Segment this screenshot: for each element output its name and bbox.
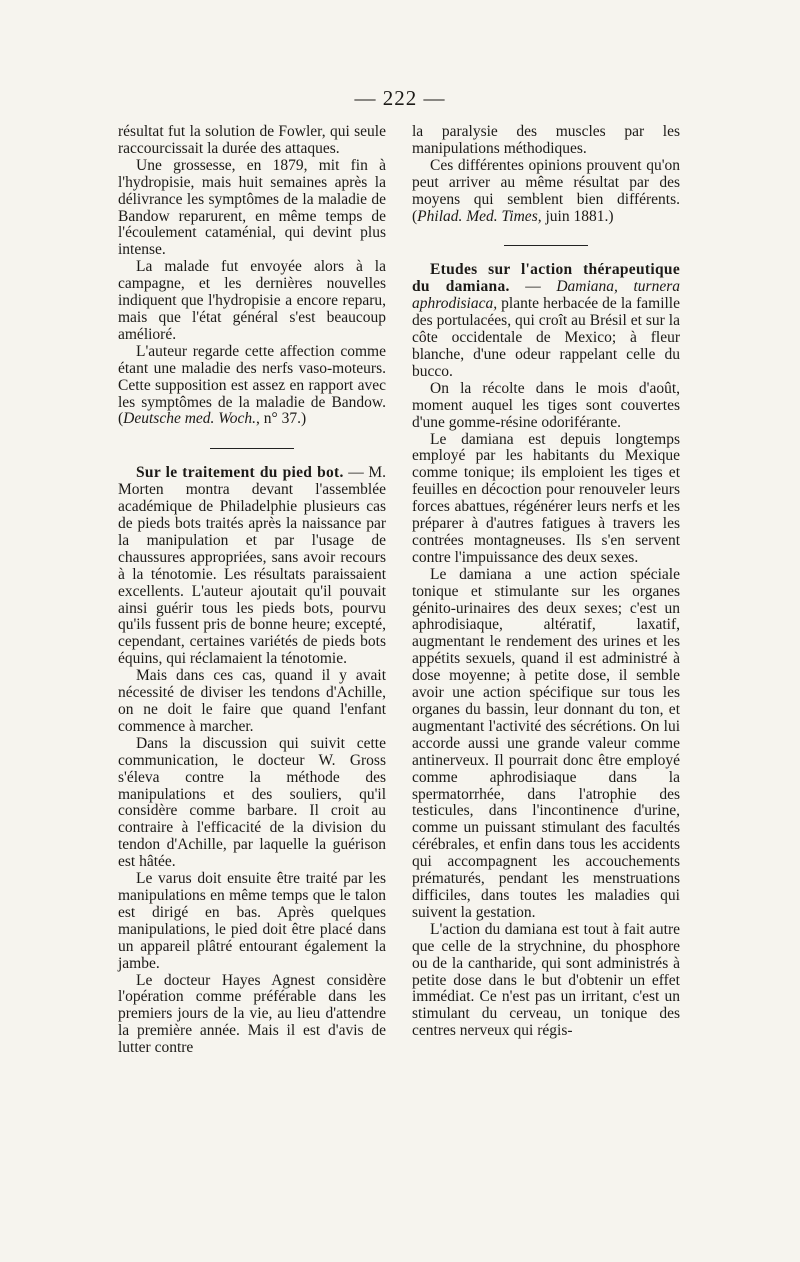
article-lead-text: — M. Morten montra devant l'assemblée académique de Philadelphie plusieurs cas de pieds bots traités après la naissance par la manipulation et par l'usage de chaussures appropriées, sans avoir recours à la ténotomie. Les résultats paraissaient excellents. L'auteur ajoutait qu'il pouvait ainsi guérir tous les pieds bots, pourvu qu'ils fussent pris de bonne heure; excepté, cependant, certaines variétés de pieds bots équins, qui réclamaient la ténotomie. [118,464,386,668]
paragraph: La malade fut envoyée alors à la campagne, et les dernières nouvelles indiquent que l'hydropisie a encore reparu, mais que l'état général s'est beaucoup amélioré. [118,258,386,343]
citation-number: , n° 37.) [256,410,307,428]
article-heading: Etudes sur l'action thérapeutique du damiana. [412,261,680,296]
paragraph: Le damiana est depuis longtemps employé par les habitants du Mexique comme tonique; ils emploient les tiges et feuilles en décoction pour renouveler leurs forces abattues, régénérer leurs nerfs et les préparer à d'autres fatigues à travers les contrées montagneuses. Ils s'en servent contre l'impuissance des deux sexes. [412,430,680,566]
section-divider [504,245,588,246]
paragraph: la paralysie des muscles par les manipulations méthodiques. [412,123,680,157]
paragraph: résultat fut la solution de Fowler, qui seule raccourcissait la durée des attaques. [118,123,386,157]
paragraph [412,158,680,226]
paragraph: Le docteur Hayes Agnest considère l'opération comme préférable dans les premiers jours de la vie, au lieu d'attendre la première année. Mais il est d'avis de lutter contre [118,971,386,1057]
paragraph: Dans la discussion qui suivit cette communication, le docteur W. Gross s'éleva contre la méthode des manipulations et des souliers, qu'il considère comme barbare. Il croit au contraire à l'efficacité de la division du tendon d'Achille, par laquelle la guérison est hâtée. [118,734,386,871]
source-citation: Philad. Med. Times, [417,207,542,225]
paragraph: L'action du damiana est tout à fait autre que celle de la strychnine, du phosphore ou de la cantharide, qui sont administrés à petite dose dans le but d'obtenir un effet immédiat. Ce n'est pas un irritant, c'est un stimulant du cerveau, un tonique des centres nerveux qui régis- [412,920,680,1040]
species-name: Damiana, turnera aphrodisiaca, [412,278,681,313]
paragraph: Le varus doit ensuite être traité par les manipulations en même temps que le talon est dirigé en bas. Après quelques manipulations, le pied doit être placé dans un appareil plâtré entourant également la jambe. [118,870,386,972]
left-column [118,124,386,1057]
heading-dash: — [509,278,557,296]
paragraph: Mais dans ces cas, quand il y avait nécessité de diviser les tendons d'Achille, on ne doit le faire que quand l'enfant commence à marcher. [118,667,386,735]
paragraph-text: Ces différentes opinions prouvent qu'on peut arriver au même résultat par des moyens qui semblent bien différents. ( [412,156,680,225]
article-paragraph [412,262,680,380]
article-paragraph [118,465,386,668]
article-heading: Sur le traitement du pied bot. [136,464,344,482]
page-number: — 222 — [354,86,446,110]
paragraph: Le damiana a une action spéciale tonique et stimulante sur les organes génito-urinaires des deux sexes; c'est un aphrodisiaque, altératif, laxatif, augmentant le rendement des urines et les appétits sexuels, quand il est administré à dose moyenne; à petite dose, il semble avoir une action spécifique sur tous les organes du bassin, leur donnant du ton, et augmentant l'activité des sécrétions. On lui accorde aussi une grande valeur comme antinerveux. Il pourrait donc être employé comme aphrodisiaque dans la spermatorrhée, dans l'atrophie des testicules, dans l'incontinence d'urine, comme un puissant stimulant des facultés cérébrales, et enfin dans tous les accidents qui accompagnent les accouchements prématurés, pendant les menstruations difficiles, dans toutes les maladies qui suivent la gestation. [412,565,680,921]
paragraph: On la récolte dans le mois d'août, moment auquel les tiges sont couvertes d'une gomme-résine odoriférante. [412,379,680,431]
article-lead-text: plante herbacée de la famille des portulacées, qui croît au Brésil et sur la côte occidentale de Mexico; à fleur blanche, d'une odeur rappelant celle du bucco. [412,295,680,380]
citation-date: juin 1881.) [541,207,614,225]
paragraph: Une grossesse, en 1879, mit fin à l'hydropisie, mais huit semaines après la délivrance les symptômes de la maladie de Bandow reparurent, en même temps de l'écoulement cataménial, qui devint plus intense. [118,156,386,259]
section-divider [210,448,294,449]
paragraph-text: L'auteur regarde cette affection comme étant une maladie des nerfs vaso-moteurs. Cette supposition est assez en rapport avec les symptômes de la maladie de Bandow. ( [118,342,386,428]
paragraph [118,344,386,429]
source-citation: Deutsche med. Woch. [123,410,257,428]
right-column [412,124,680,1040]
